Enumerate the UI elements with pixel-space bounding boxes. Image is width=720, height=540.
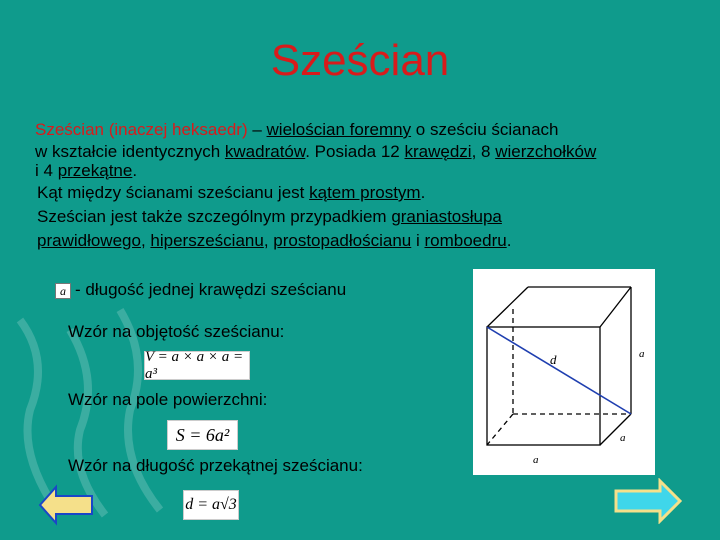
- intro-text: w kształcie identycznych: [35, 142, 225, 161]
- diagonal-formula: d = a√3: [183, 490, 239, 520]
- special-case-line-2: [37, 230, 707, 252]
- cube-label-a-right: a: [639, 348, 645, 360]
- cube-label-a-corner: a: [620, 432, 626, 444]
- volume-label: Wzór na objętość sześcianu:: [68, 322, 285, 341]
- link-vertices[interactable]: wierzchołków: [495, 142, 597, 161]
- cube-label-a-bottom: a: [533, 454, 539, 466]
- right-angle-line: [37, 182, 707, 204]
- edge-legend: [55, 280, 346, 300]
- diagonal-label: Wzór na długość przekątnej sześcianu:: [68, 456, 363, 475]
- previous-arrow-icon[interactable]: [38, 484, 94, 526]
- cube-label-d: d: [550, 352, 557, 367]
- edge-symbol: a: [55, 283, 71, 299]
- intro-text: , 8: [471, 142, 496, 161]
- link-squares[interactable]: kwadratów: [224, 142, 306, 161]
- link-rhombohedron[interactable]: romboedru: [424, 231, 507, 250]
- link-cuboid[interactable]: prostopadłościanu: [273, 231, 412, 250]
- line-text: .: [506, 231, 512, 250]
- diagonal-line: [487, 327, 631, 414]
- intro-text: .: [132, 161, 138, 180]
- intro-text: . Posiada 12: [305, 142, 405, 161]
- next-arrow-icon[interactable]: [614, 478, 682, 524]
- link-polyhedron[interactable]: wielościan foremny: [266, 120, 412, 139]
- line-text: Kąt między ścianami sześcianu jest: [37, 183, 310, 202]
- link-hypercube[interactable]: hipersześcianu: [150, 231, 264, 250]
- intro-line-1: [35, 119, 705, 141]
- line-text: .: [420, 183, 426, 202]
- link-regular[interactable]: prawidłowego: [37, 231, 141, 250]
- term-text: Sześcian (inaczej heksaedr): [35, 120, 248, 139]
- line-text: i: [411, 231, 425, 250]
- link-diagonals[interactable]: przekątne: [57, 161, 133, 180]
- dash-text: –: [247, 120, 267, 139]
- link-right-angle[interactable]: kątem prostym: [309, 183, 421, 202]
- separator: ,: [140, 231, 151, 250]
- cube-illustration: [473, 269, 655, 475]
- link-prism[interactable]: graniastosłupa: [391, 207, 502, 226]
- line-text: Sześcian jest także szczególnym przypadkiem: [37, 207, 392, 226]
- area-label: Wzór na pole powierzchni:: [68, 390, 268, 409]
- intro-line-3: [35, 160, 705, 182]
- intro-text: o sześciu ścianach: [411, 120, 559, 139]
- intro-text: i 4: [35, 161, 58, 180]
- cube-drawing: [473, 269, 655, 475]
- link-edges[interactable]: krawędzi: [404, 142, 472, 161]
- separator: ,: [263, 231, 274, 250]
- page-title: Sześcian: [270, 36, 450, 85]
- volume-formula: V = a × a × a = a³: [144, 351, 250, 380]
- area-formula: S = 6a²: [167, 420, 238, 450]
- edge-legend-text: - długość jednej krawędzi sześcianu: [75, 280, 347, 299]
- special-case-line-1: [37, 206, 707, 228]
